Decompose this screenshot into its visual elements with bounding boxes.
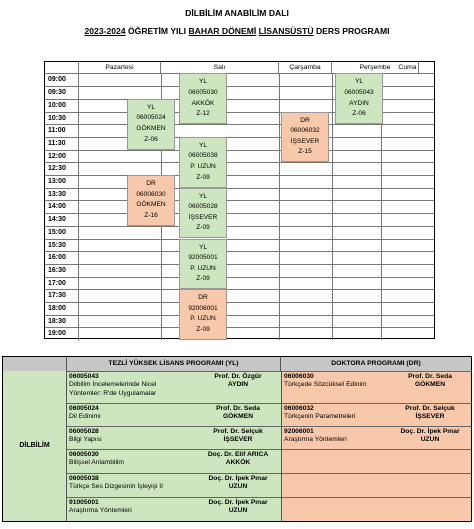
time-label: 17:00 xyxy=(45,278,79,291)
class-block-line: 06005028 xyxy=(188,203,218,211)
time-label: 17:30 xyxy=(45,290,79,303)
course-name: Türkçenin Parametreleri xyxy=(284,413,356,421)
department-side-label: DİLBİLİM xyxy=(3,371,67,521)
day-column-divider xyxy=(279,73,280,340)
time-label: 13:00 xyxy=(45,176,79,189)
table-header-empty xyxy=(3,357,67,371)
class-block[interactable] xyxy=(127,99,175,150)
class-block-line: AYDIN xyxy=(349,99,369,107)
class-block-line: Z-09 xyxy=(196,224,210,232)
class-block-line: Z-06 xyxy=(144,135,158,143)
instructor-line: UZUN xyxy=(228,483,248,491)
course-info xyxy=(284,373,367,390)
class-block-line: DR xyxy=(198,294,208,302)
class-block-line: P. UZUN xyxy=(190,264,216,272)
instructor-line: Prof. Dr. Özgür xyxy=(214,373,262,380)
time-row xyxy=(45,226,434,239)
class-block-line: YL xyxy=(354,78,364,86)
class-block-line: YL xyxy=(198,78,208,86)
class-block-line: 92006001 xyxy=(188,304,218,312)
class-block-line: YL xyxy=(198,243,208,251)
instructor-line: Prof. Dr. Seda xyxy=(216,405,260,412)
course-name: Türkçe Ses Dizgesinin İşleyişi II xyxy=(69,483,164,491)
course-instructor xyxy=(390,373,470,390)
course-code: 92006001 xyxy=(284,428,314,435)
dr-course-list xyxy=(281,371,471,521)
time-row xyxy=(45,302,434,315)
class-block-line: Z-12 xyxy=(196,110,210,118)
class-block[interactable] xyxy=(281,112,329,163)
time-label: 14:00 xyxy=(45,201,79,214)
day-column-divider xyxy=(332,73,333,340)
course-info xyxy=(69,451,124,468)
class-block-line: GÖKMEN xyxy=(136,124,166,132)
course-info xyxy=(69,405,101,422)
course-info xyxy=(69,499,132,516)
time-row xyxy=(45,289,434,302)
instructor-line: GÖKMEN xyxy=(414,381,446,389)
time-header xyxy=(45,62,79,73)
class-block[interactable] xyxy=(179,239,227,290)
time-row xyxy=(45,239,434,252)
day-header-wednesday: Çarşamba xyxy=(279,62,332,73)
course-code: 06006030 xyxy=(284,373,314,380)
class-block-line: Z-16 xyxy=(144,211,158,219)
time-row xyxy=(45,327,434,340)
program-title xyxy=(0,26,474,36)
instructor-line: Doç. Dr. İpek Pınar xyxy=(208,475,268,482)
instructor-line: İŞSEVER xyxy=(223,436,253,444)
course-instructor xyxy=(390,428,470,445)
empty-row xyxy=(282,473,471,497)
course-name: Türkçede Sözcüksel Edinim xyxy=(284,381,367,389)
course-instructor xyxy=(197,475,279,492)
course-row xyxy=(67,497,281,521)
class-block-line: İŞSEVER xyxy=(290,137,320,145)
course-name: Bilişsel Anlambilim xyxy=(69,459,125,467)
instructor-line: Doç. Dr. İpek Pınar xyxy=(208,499,268,506)
instructor-line: İŞSEVER xyxy=(415,413,445,421)
time-row xyxy=(45,251,434,264)
time-row xyxy=(45,315,434,328)
class-block-line: DR xyxy=(146,180,156,187)
time-row xyxy=(45,188,434,201)
time-row xyxy=(45,213,434,226)
course-name: Yöntemler: R'de Uygulamalar xyxy=(69,389,157,397)
time-label: 16:30 xyxy=(45,265,79,278)
day-header-monday: Pazartesi xyxy=(79,62,161,73)
course-row xyxy=(282,403,471,426)
instructor-line: UZUN xyxy=(228,507,248,515)
class-block-line: Z-09 xyxy=(196,173,210,181)
day-header-friday: Cuma xyxy=(398,64,417,71)
instructor-line: Prof. Dr. Selçuk xyxy=(213,428,263,435)
time-label: 18:30 xyxy=(45,316,79,329)
course-info xyxy=(284,428,347,445)
class-block[interactable] xyxy=(335,73,383,124)
class-block-line: 06005030 xyxy=(188,88,218,96)
program-term: BAHAR DÖNEMİ xyxy=(188,26,257,36)
course-instructor xyxy=(197,428,279,445)
program-title-part: DERS PROGRAMI xyxy=(313,26,390,36)
time-label: 13:30 xyxy=(45,189,79,202)
day-header-tuesday: Salı xyxy=(161,62,279,73)
dr-program-header: DOKTORA PROGRAMI (DR) xyxy=(281,357,471,371)
course-name: Dilbilim İncelemelerinde Nicel xyxy=(69,381,157,389)
class-block-line: GÖKMEN xyxy=(136,201,166,209)
class-block-line: P. UZUN xyxy=(190,315,216,323)
class-block[interactable] xyxy=(179,137,227,188)
course-code: 91005001 xyxy=(69,499,99,506)
class-block-line: 06005038 xyxy=(188,152,218,160)
course-row xyxy=(282,426,471,449)
class-block-line: 06005043 xyxy=(344,88,374,96)
time-label: 10:30 xyxy=(45,113,79,126)
class-block-line: Z-15 xyxy=(298,148,312,156)
time-label: 19:00 xyxy=(45,328,79,341)
class-block-line: 06005024 xyxy=(136,114,166,122)
course-name: Dil Edinimi xyxy=(69,413,101,421)
course-code: 06005028 xyxy=(69,428,99,435)
class-block-line: 92005001 xyxy=(188,254,218,262)
class-block[interactable] xyxy=(179,188,227,239)
course-info xyxy=(284,405,355,422)
yl-course-list xyxy=(67,371,281,521)
class-block-line: İŞSEVER xyxy=(188,213,218,221)
time-row xyxy=(45,175,434,188)
course-name: Araştırma Yöntemleri xyxy=(69,507,132,515)
course-info xyxy=(69,373,156,398)
course-row xyxy=(67,371,281,403)
course-instructor xyxy=(390,405,470,422)
time-label: 14:30 xyxy=(45,214,79,227)
course-row xyxy=(282,371,471,403)
class-block[interactable] xyxy=(179,289,227,340)
time-label: 12:30 xyxy=(45,163,79,176)
class-block-line: YL xyxy=(146,103,156,111)
course-row xyxy=(67,449,281,473)
course-row xyxy=(67,426,281,449)
time-row xyxy=(45,150,434,163)
time-row xyxy=(45,200,434,213)
empty-row xyxy=(282,449,471,473)
time-row xyxy=(45,277,434,290)
course-row xyxy=(67,403,281,426)
time-label: 11:30 xyxy=(45,138,79,151)
course-code: 06005030 xyxy=(69,451,99,458)
course-code: 06006032 xyxy=(284,405,314,412)
time-label: 09:30 xyxy=(45,87,79,100)
class-block-line: AKKÖK xyxy=(191,99,215,107)
course-list-table xyxy=(2,356,472,522)
course-name: Araştırma Yöntemleri xyxy=(284,436,347,444)
time-label: 09:00 xyxy=(45,74,79,87)
empty-row xyxy=(282,497,471,521)
time-row xyxy=(45,162,434,175)
course-name: Bilgi Yapısı xyxy=(69,436,102,444)
course-info xyxy=(69,428,102,445)
instructor-line: AKKÖK xyxy=(225,459,251,467)
time-label: 10:00 xyxy=(45,100,79,113)
yl-program-header: TEZLİ YÜKSEK LİSANS PROGRAMI (YL) xyxy=(67,357,281,371)
time-label: 16:00 xyxy=(45,252,79,265)
instructor-line: GÖKMEN xyxy=(222,413,254,421)
course-instructor xyxy=(197,451,279,468)
class-block-line: 06006030 xyxy=(136,190,166,198)
instructor-line: Prof. Dr. Selçuk xyxy=(405,405,455,412)
instructor-line: AYDIN xyxy=(227,381,249,389)
course-info xyxy=(69,475,163,492)
time-row xyxy=(45,124,434,137)
class-block[interactable] xyxy=(127,175,175,226)
time-label: 18:00 xyxy=(45,303,79,316)
program-level: LİSANSÜSTÜ xyxy=(258,26,314,36)
course-instructor xyxy=(197,373,279,390)
time-row xyxy=(45,264,434,277)
class-block-line: YL xyxy=(198,192,208,200)
time-label: 15:00 xyxy=(45,227,79,240)
day-header-thursday: Perşembe xyxy=(332,62,419,73)
class-block-line: Z-09 xyxy=(196,275,210,283)
program-year: 2023-2024 xyxy=(84,26,126,36)
program-title-part: ÖĞRETİM YILI xyxy=(125,26,189,36)
course-code: 06005043 xyxy=(69,373,99,380)
department-title: DİLBİLİM ANABİLİM DALI xyxy=(185,8,289,18)
class-block-line: 06006032 xyxy=(290,127,320,135)
time-row xyxy=(45,137,434,150)
class-block-line: DR xyxy=(300,116,310,124)
class-block-line: Z-09 xyxy=(196,326,210,334)
course-code: 06005024 xyxy=(69,405,99,412)
instructor-line: Prof. Dr. Seda xyxy=(408,373,452,380)
instructor-line: Doç. Dr. Elif ARICA xyxy=(207,451,269,458)
course-code: 06005038 xyxy=(69,475,99,482)
class-block-line: Z-06 xyxy=(352,110,366,118)
time-label: 11:00 xyxy=(45,125,79,138)
class-block-line: YL xyxy=(198,141,208,149)
course-instructor xyxy=(197,499,279,516)
instructor-line: Doç. Dr. İpek Pınar xyxy=(400,428,460,435)
time-label: 12:00 xyxy=(45,151,79,164)
class-block-line: P. UZUN xyxy=(190,163,216,171)
weekly-schedule xyxy=(44,61,435,339)
course-instructor xyxy=(197,405,279,422)
instructor-line: UZUN xyxy=(420,436,440,444)
course-row xyxy=(67,473,281,497)
class-block[interactable] xyxy=(179,73,227,124)
time-label: 15:30 xyxy=(45,240,79,253)
